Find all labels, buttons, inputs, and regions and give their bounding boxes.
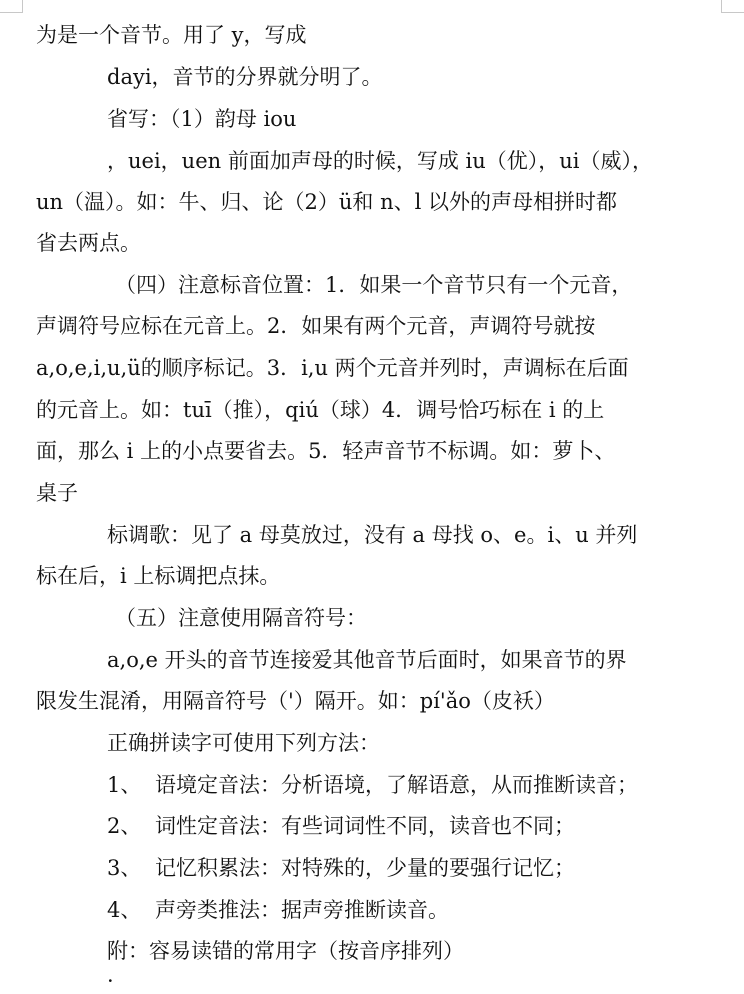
- list-item-number: 2、: [107, 814, 142, 838]
- list-item-number: 4、: [107, 898, 142, 922]
- paragraph-line: 为是一个音节。用了 y，写成: [36, 23, 307, 47]
- section-heading-line: （五）注意使用隔音符号：: [115, 606, 367, 630]
- paragraph-line: 省去两点。: [36, 231, 141, 255]
- method-list-item: [107, 772, 638, 798]
- appendix-heading-line: 附：容易读错的常用字（按音序排列）: [107, 939, 464, 963]
- trailing-mark: ·: [107, 969, 114, 993]
- paragraph-line: 正确拼读字可使用下列方法：: [107, 731, 380, 755]
- paragraph-line: a,o,e,i,u,ü的顺序标记。3．i,u 两个元音并列时，声调标在后面: [36, 356, 629, 380]
- paragraph-line: 的元音上。如：tuī（推），qiú（球）4．调号恰巧标在 i 的上: [36, 398, 605, 422]
- list-item-text: 声旁类推法：据声旁推断读音。: [155, 898, 449, 922]
- paragraph-line: 限发生混淆，用隔音符号（'）隔开。如：pí'ǎo（皮袄）: [36, 689, 555, 713]
- paragraph-line: 桌子: [36, 481, 78, 505]
- page-corner-mark-right: [721, 0, 744, 13]
- paragraph-line: 省写：（1）韵母 iou: [107, 107, 297, 131]
- section-heading-line: （四）注意标音位置：1．如果一个音节只有一个元音，: [115, 273, 633, 297]
- paragraph-line: dayi，音节的分界就分明了。: [107, 65, 383, 89]
- paragraph-line: un（温）。如：牛、归、论（2）ü和 n、l 以外的声母相拼时都: [36, 190, 618, 214]
- method-list-item: [107, 813, 575, 839]
- list-item-text: 词性定音法：有些词词性不同，读音也不同；: [155, 814, 575, 838]
- paragraph-line: ，uei，uen 前面加声母的时候，写成 iu（优），ui（威），: [107, 149, 653, 173]
- paragraph-line: 标调歌：见了 a 母莫放过，没有 a 母找 o、e。i、u 并列: [107, 523, 638, 547]
- page-corner-mark-left: [0, 0, 23, 13]
- paragraph-line: a,o,e 开头的音节连接爱其他音节后面时，如果音节的界: [107, 648, 627, 672]
- method-list-item: [107, 897, 449, 923]
- method-list-item: [107, 855, 575, 881]
- list-item-number: 3、: [107, 856, 142, 880]
- paragraph-line: 声调符号应标在元音上。2．如果有两个元音，声调符号就按: [36, 314, 596, 338]
- paragraph-line: 面，那么 i 上的小点要省去。5．轻声音节不标调。如：萝卜、: [36, 439, 616, 463]
- list-item-text: 记忆积累法：对特殊的，少量的要强行记忆；: [155, 856, 575, 880]
- list-item-number: 1、: [107, 773, 142, 797]
- paragraph-line: 标在后，i 上标调把点抹。: [36, 564, 281, 588]
- list-item-text: 语境定音法：分析语境，了解语意，从而推断读音；: [155, 773, 638, 797]
